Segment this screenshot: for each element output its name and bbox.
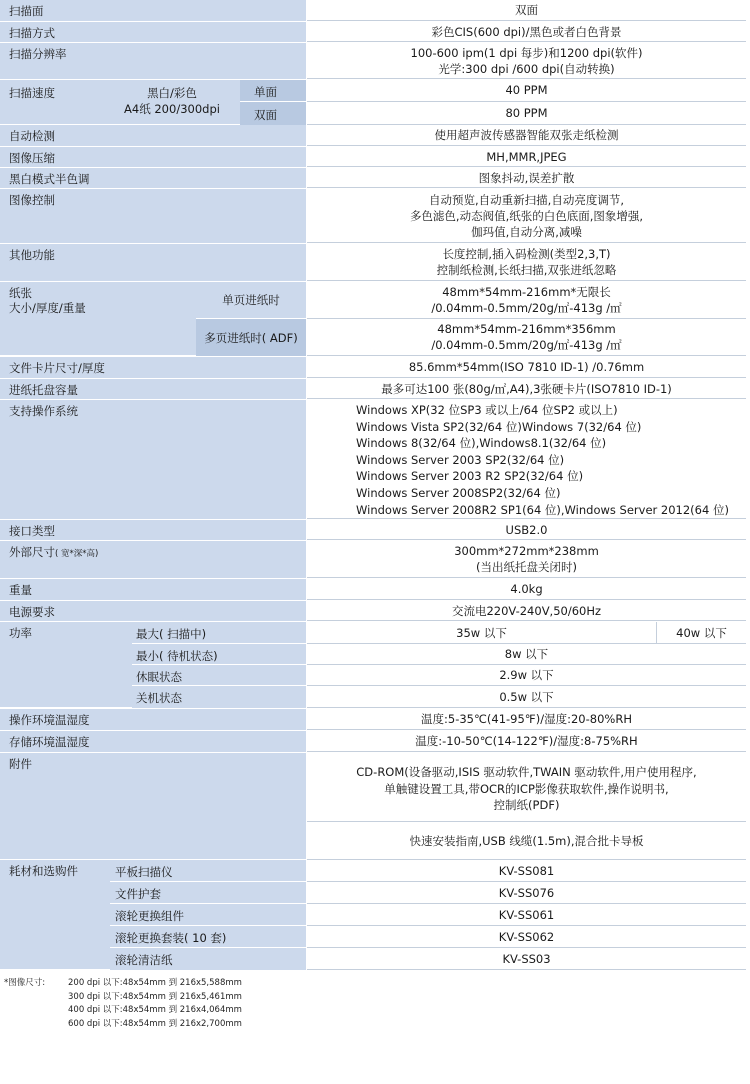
consumable-value: KV-SS081 <box>498 864 555 878</box>
consumable-label: 滚轮清洁纸 <box>115 953 173 967</box>
consumable-label: 滚轮更换套装( 10 套) <box>115 931 227 945</box>
label-op-env: 操作环境温湿度 <box>9 713 90 727</box>
value-card: 85.6mm*54mm(ISO 7810 ID-1) /0.76mm <box>408 360 645 374</box>
value-other-line1: 长度控制,插入码检测(类型2,3,T) <box>442 247 611 261</box>
value-image-control-line3: 伽玛值,自动分离,减噪 <box>471 224 582 239</box>
consumable-value: KV-SS062 <box>498 930 555 944</box>
os-item: Windows Server 2008SP2(32/64 位) <box>356 485 561 500</box>
label-accessories: 附件 <box>9 757 32 771</box>
os-item: Windows XP(32 位SP3 或以上/64 位SP2 或以上) <box>356 403 618 417</box>
value-tray: 最多可达100 张(80g/㎡,A4),3张硬卡片(ISO7810 ID-1) <box>381 381 672 396</box>
row-store-env <box>0 731 746 753</box>
value-weight: 4.0kg <box>510 582 543 596</box>
os-item: Windows Vista SP2(32/64 位)Windows 7(32/64 位) <box>356 419 642 434</box>
label-resolution: 扫描分辨率 <box>9 47 67 61</box>
row-power-req <box>0 601 746 622</box>
row-interface <box>0 520 746 541</box>
value-image-control-line1: 自动预览,自动重新扫描,自动亮度调节, <box>429 192 624 207</box>
paper-single-label: 单页进纸时 <box>222 293 280 307</box>
row-accessories <box>0 753 746 860</box>
label-power-req: 电源要求 <box>9 605 55 619</box>
label-store-env: 存储环境温湿度 <box>9 735 90 749</box>
label-tray: 进纸托盘容量 <box>9 383 78 397</box>
value-other-line2: 控制纸检测,长纸扫描,双张进纸忽略 <box>436 263 617 277</box>
os-item: Windows Server 2003 R2 SP2(32/64 位) <box>356 469 584 484</box>
power-max-label: 最大( 扫描中) <box>136 627 207 641</box>
label-paper: 纸张 <box>9 286 32 300</box>
row-other <box>0 244 746 282</box>
os-item: Windows Server 2003 SP2(32/64 位) <box>356 452 565 467</box>
label-scan-side: 扫描面 <box>9 4 44 18</box>
label-card: 文件卡片尺寸/厚度 <box>9 361 105 375</box>
value-halftone: 图象抖动,误差扩散 <box>478 170 575 185</box>
value-compression: MH,MMR,JPEG <box>486 149 567 164</box>
accessories-line3: 控制纸(PDF) <box>493 798 560 812</box>
value-power-req: 交流电220V-240V,50/60Hz <box>451 603 602 618</box>
row-halftone <box>0 168 746 189</box>
row-resolution <box>0 43 746 80</box>
value-store-env: 温度:-10-50℃(14-122℉)/湿度:8-75%RH <box>415 734 638 748</box>
speed-condition-2: A4纸 200/300dpi <box>124 102 220 116</box>
value-dimensions-line2: (当出纸托盘关闭时) <box>476 560 577 574</box>
label-power: 功率 <box>9 626 32 640</box>
label-dimensions-note: ( 宽*深*高) <box>55 549 99 559</box>
label-consumables: 耗材和选购件 <box>9 864 78 878</box>
label-weight: 重量 <box>9 583 32 597</box>
label-interface: 接口类型 <box>9 524 55 538</box>
footnote-line: 600 dpi 以下:48x54mm 到 216x2,700mm <box>68 1018 242 1029</box>
label-image-control: 图像控制 <box>9 193 55 207</box>
label-other: 其他功能 <box>9 248 55 262</box>
value-auto-detect: 使用超声波传感器智能双张走纸检测 <box>434 128 619 142</box>
row-os <box>0 400 746 520</box>
accessories-line1: CD-ROM(设备驱动,ISIS 驱动软件,TWAIN 驱动软件,用户使用程序, <box>356 765 697 779</box>
row-scan-method <box>0 22 746 43</box>
speed-single-label: 单面 <box>254 85 277 99</box>
paper-adf-line1: 48mm*54mm-216mm*356mm <box>437 322 616 336</box>
label-dimensions: 外部尺寸( 宽*深*高) <box>9 545 99 559</box>
label-scan-method: 扫描方式 <box>9 26 55 40</box>
speed-single-value: 40 PPM <box>505 83 548 97</box>
consumable-label: 滚轮更换组件 <box>115 909 184 923</box>
paper-adf-label: 多页进纸时( ADF) <box>204 331 298 345</box>
accessories-line4: 快速安装指南,USB 线缆(1.5m),混合批卡导板 <box>409 834 644 848</box>
power-sleep-value: 2.9w 以下 <box>499 668 554 682</box>
value-resolution-line2: 光学:300 dpi /600 dpi(自动转换) <box>438 61 615 76</box>
power-off-label: 关机状态 <box>136 691 182 705</box>
row-auto-detect <box>0 125 746 147</box>
row-compression <box>0 147 746 168</box>
paper-single-line2: /0.04mm-0.5mm/20g/㎡-413g /㎡ <box>431 301 622 315</box>
value-op-env: 温度:5-35℃(41-95℉)/湿度:20-80%RH <box>421 712 632 726</box>
value-resolution-line1: 100-600 ipm(1 dpi 每步)和1200 dpi(软件) <box>410 45 643 60</box>
consumable-value: KV-SS03 <box>502 952 551 966</box>
os-item: Windows Server 2008R2 SP1(64 位),Windows Server 2012(64 位) <box>356 502 729 517</box>
label-speed: 扫描速度 <box>9 86 55 100</box>
footnote-line: 300 dpi 以下:48x54mm 到 216x5,461mm <box>68 991 242 1002</box>
value-image-control-line2: 多色滤色,动态阀值,纸张的白色底面,图象增强, <box>409 208 644 223</box>
speed-double-label: 双面 <box>254 108 277 122</box>
consumable-value: KV-SS061 <box>498 908 555 922</box>
label-os: 支持操作系统 <box>9 404 78 418</box>
footnote-line: 400 dpi 以下:48x54mm 到 216x4,064mm <box>68 1005 242 1016</box>
consumable-label: 文件护套 <box>115 887 161 901</box>
footnote-label: *图像尺寸: <box>4 978 46 988</box>
consumable-value: KV-SS076 <box>498 886 555 900</box>
footnote-line: 200 dpi 以下:48x54mm 到 216x5,588mm <box>68 978 242 988</box>
power-min-label: 最小( 待机状态) <box>136 649 218 663</box>
row-dimensions <box>0 541 746 579</box>
paper-single-line1: 48mm*54mm-216mm*无限长 <box>442 285 611 299</box>
row-card <box>0 357 746 379</box>
row-scan-side <box>0 0 746 22</box>
value-scan-side: 双面 <box>515 3 538 17</box>
row-consumables <box>0 860 746 970</box>
consumable-label: 平板扫描仪 <box>115 865 173 879</box>
label-auto-detect: 自动检测 <box>9 129 55 143</box>
row-op-env <box>0 709 746 731</box>
paper-adf-line2: /0.04mm-0.5mm/20g/㎡-413g /㎡ <box>431 338 622 352</box>
power-off-value: 0.5w 以下 <box>499 690 554 704</box>
row-power <box>0 622 746 708</box>
label-halftone: 黑白模式半色调 <box>9 172 90 186</box>
label-compression: 图像压缩 <box>9 151 55 165</box>
value-dimensions-line1: 300mm*272mm*238mm <box>454 544 599 558</box>
label-paper-sub: 大小/厚度/重量 <box>9 301 86 315</box>
row-tray <box>0 379 746 400</box>
speed-condition-1: 黑白/彩色 <box>147 86 197 100</box>
row-speed <box>0 80 746 125</box>
row-image-control <box>0 189 746 244</box>
row-paper <box>0 282 746 356</box>
accessories-line2: 单触键设置工具,带OCR的ICP影像获取软件,操作说明书, <box>384 781 669 796</box>
power-sleep-label: 休眠状态 <box>136 670 182 684</box>
speed-double-value: 80 PPM <box>505 106 548 120</box>
value-interface: USB2.0 <box>505 522 548 537</box>
power-min-value: 8w 以下 <box>504 647 549 661</box>
value-scan-method: 彩色CIS(600 dpi)/黑色或者白色背景 <box>431 24 622 39</box>
power-max-value-2: 40w 以下 <box>676 626 727 640</box>
row-weight <box>0 579 746 601</box>
power-max-value: 35w 以下 <box>456 626 507 640</box>
os-item: Windows 8(32/64 位),Windows8.1(32/64 位) <box>356 436 607 451</box>
